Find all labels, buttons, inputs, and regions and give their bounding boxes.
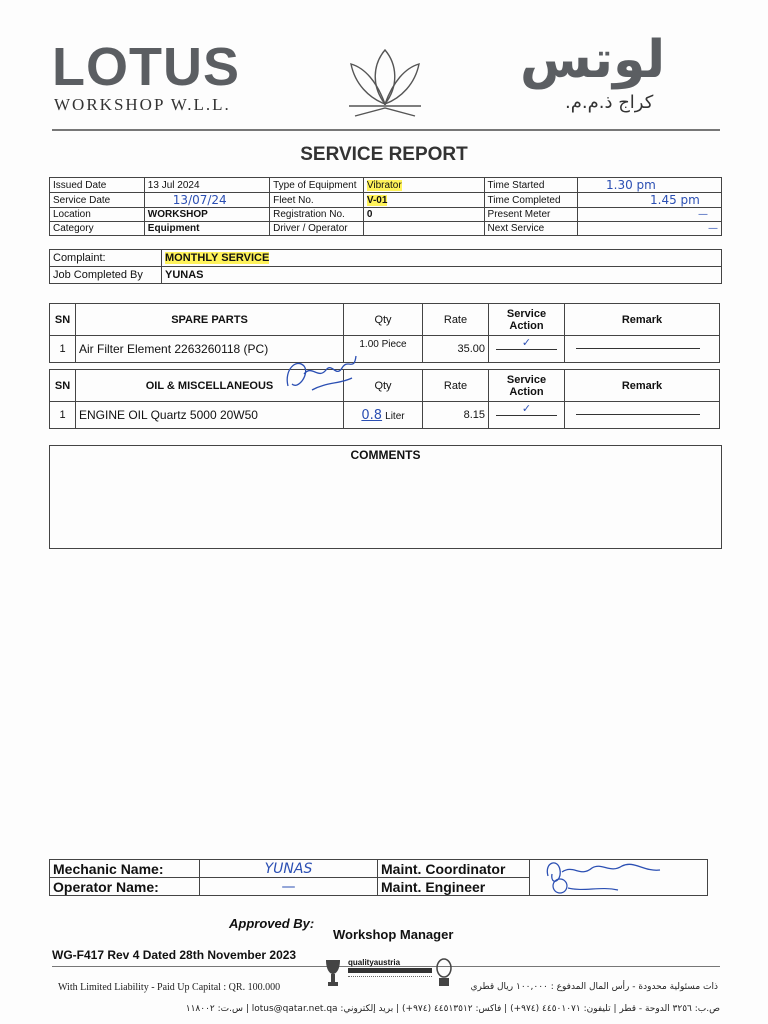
maint-engineer-label: Maint. Engineer (378, 878, 530, 896)
col-rate: Rate (423, 304, 489, 336)
service-action-check: ✓ (496, 402, 557, 416)
row-sn: 1 (50, 336, 76, 363)
handwritten-signature-icon (282, 350, 362, 398)
col-sn: SN (50, 304, 76, 336)
maint-coordinator-label: Maint. Coordinator (378, 860, 530, 878)
operator-name-value: — (200, 878, 378, 896)
col-sn: SN (50, 370, 76, 402)
approved-by-label: Approved By: (229, 916, 315, 931)
iso-certifications (348, 976, 432, 987)
issued-date-label: Issued Date (50, 178, 145, 193)
company-logo-text: LOTUS (52, 37, 240, 97)
page-title: SERVICE REPORT (300, 144, 468, 165)
coordinator-signature-icon (540, 856, 670, 896)
row-qty-unit: Liter (385, 410, 405, 422)
present-meter-value: — (578, 208, 722, 222)
info-row (50, 222, 722, 236)
category-label: Category (50, 222, 145, 236)
col-qty: Qty (344, 370, 423, 402)
mechanic-name-value: YUNAS (200, 860, 378, 878)
row-rate: 8.15 (423, 402, 489, 429)
comments-box (49, 445, 722, 549)
equipment-type-value: Vibrator (366, 179, 402, 191)
certification-bar (348, 968, 432, 973)
lotus-flower-icon (345, 42, 425, 118)
service-date-label: Service Date (50, 193, 145, 208)
mechanic-name-label: Mechanic Name: (50, 860, 200, 878)
registration-value: 0 (363, 208, 484, 222)
present-meter-label: Present Meter (484, 208, 577, 222)
col-service-action: Service Action (489, 304, 565, 336)
info-row (50, 208, 722, 222)
row-item: ENGINE OIL Quartz 5000 20W50 (76, 402, 344, 429)
liability-arabic: ذات مسئولية محدودة - رأس المال المدفوع : ١٠٠,٠٠٠ ريال قطري (470, 982, 718, 992)
emblem-icon (433, 956, 455, 990)
trophy-icon (322, 956, 344, 990)
complaint-value: MONTHLY SERVICE (165, 252, 270, 264)
complaint-label: Complaint: (50, 250, 162, 267)
time-completed-value: 1.45 pm (578, 193, 722, 208)
complaint-table (49, 249, 722, 284)
next-service-value: — (578, 222, 722, 236)
driver-value (363, 222, 484, 236)
col-spare-parts: SPARE PARTS (76, 304, 344, 336)
info-row (50, 178, 722, 193)
registration-label: Registration No. (270, 208, 364, 222)
next-service-label: Next Service (484, 222, 577, 236)
oil-misc-table (49, 369, 720, 429)
row-rate: 35.00 (423, 336, 489, 363)
col-oil-misc: OIL & MISCELLANEOUS (76, 370, 344, 402)
driver-label: Driver / Operator (270, 222, 364, 236)
category-value: Equipment (144, 222, 269, 236)
workshop-manager-label: Workshop Manager (333, 927, 454, 942)
time-completed-label: Time Completed (484, 193, 577, 208)
row-qty-handwritten: 0.8 (361, 407, 383, 423)
time-started-value: 1.30 pm (578, 178, 722, 193)
job-completed-label: Job Completed By (50, 267, 162, 284)
location-label: Location (50, 208, 145, 222)
header-divider (52, 129, 720, 131)
row-remark (576, 348, 700, 349)
service-date-value: 13/07/24 (144, 193, 269, 208)
col-qty: Qty (344, 304, 423, 336)
liability-english: With Limited Liability - Paid Up Capital : QR. 100.000 (58, 982, 281, 993)
fleet-value: V-01 (366, 194, 388, 206)
service-action-check: ✓ (496, 336, 557, 350)
location-value: WORKSHOP (144, 208, 269, 222)
col-rate: Rate (423, 370, 489, 402)
company-subtitle-arabic: كراج ذ.م.م. (565, 92, 654, 113)
col-service-action: Service Action (489, 370, 565, 402)
operator-name-label: Operator Name: (50, 878, 200, 896)
col-remark: Remark (565, 370, 720, 402)
equipment-type-label: Type of Equipment (270, 178, 364, 193)
table-row (50, 402, 720, 429)
spare-parts-table (49, 303, 720, 363)
job-completed-value: YUNAS (162, 267, 722, 284)
service-info-table (49, 177, 722, 236)
issued-date-value: 13 Jul 2024 (144, 178, 269, 193)
info-row (50, 193, 722, 208)
signatures-table (49, 859, 708, 896)
contact-arabic: ص.ب: ٣٢٥٦ الدوحة - قطر | تليفون: ٤٤٥٠١٠٧١ (٩٧٤+) | فاكس: ٤٤٥١٣٥١٢ (٩٧٤+) | بريد إلكتروني: lotus@qatar.net.qa | س.ت: ١١٨٠٠٢ (185, 1004, 720, 1014)
fleet-label: Fleet No. (270, 193, 364, 208)
time-started-label: Time Started (484, 178, 577, 193)
row-qty: 1.00 Piece (344, 336, 423, 363)
col-remark: Remark (565, 304, 720, 336)
form-code: WG-F417 Rev 4 Dated 28th November 2023 (52, 948, 297, 962)
comments-label: COMMENTS (350, 448, 421, 462)
company-logo-arabic: لوتس (520, 30, 666, 90)
row-sn: 1 (50, 402, 76, 429)
table-row (50, 336, 720, 363)
company-subtitle: WORKSHOP W.L.L. (54, 95, 231, 114)
row-remark (576, 414, 700, 415)
quality-austria-label: qualityaustria (348, 958, 401, 967)
row-item: Air Filter Element 2263260118 (PC) (76, 336, 344, 363)
